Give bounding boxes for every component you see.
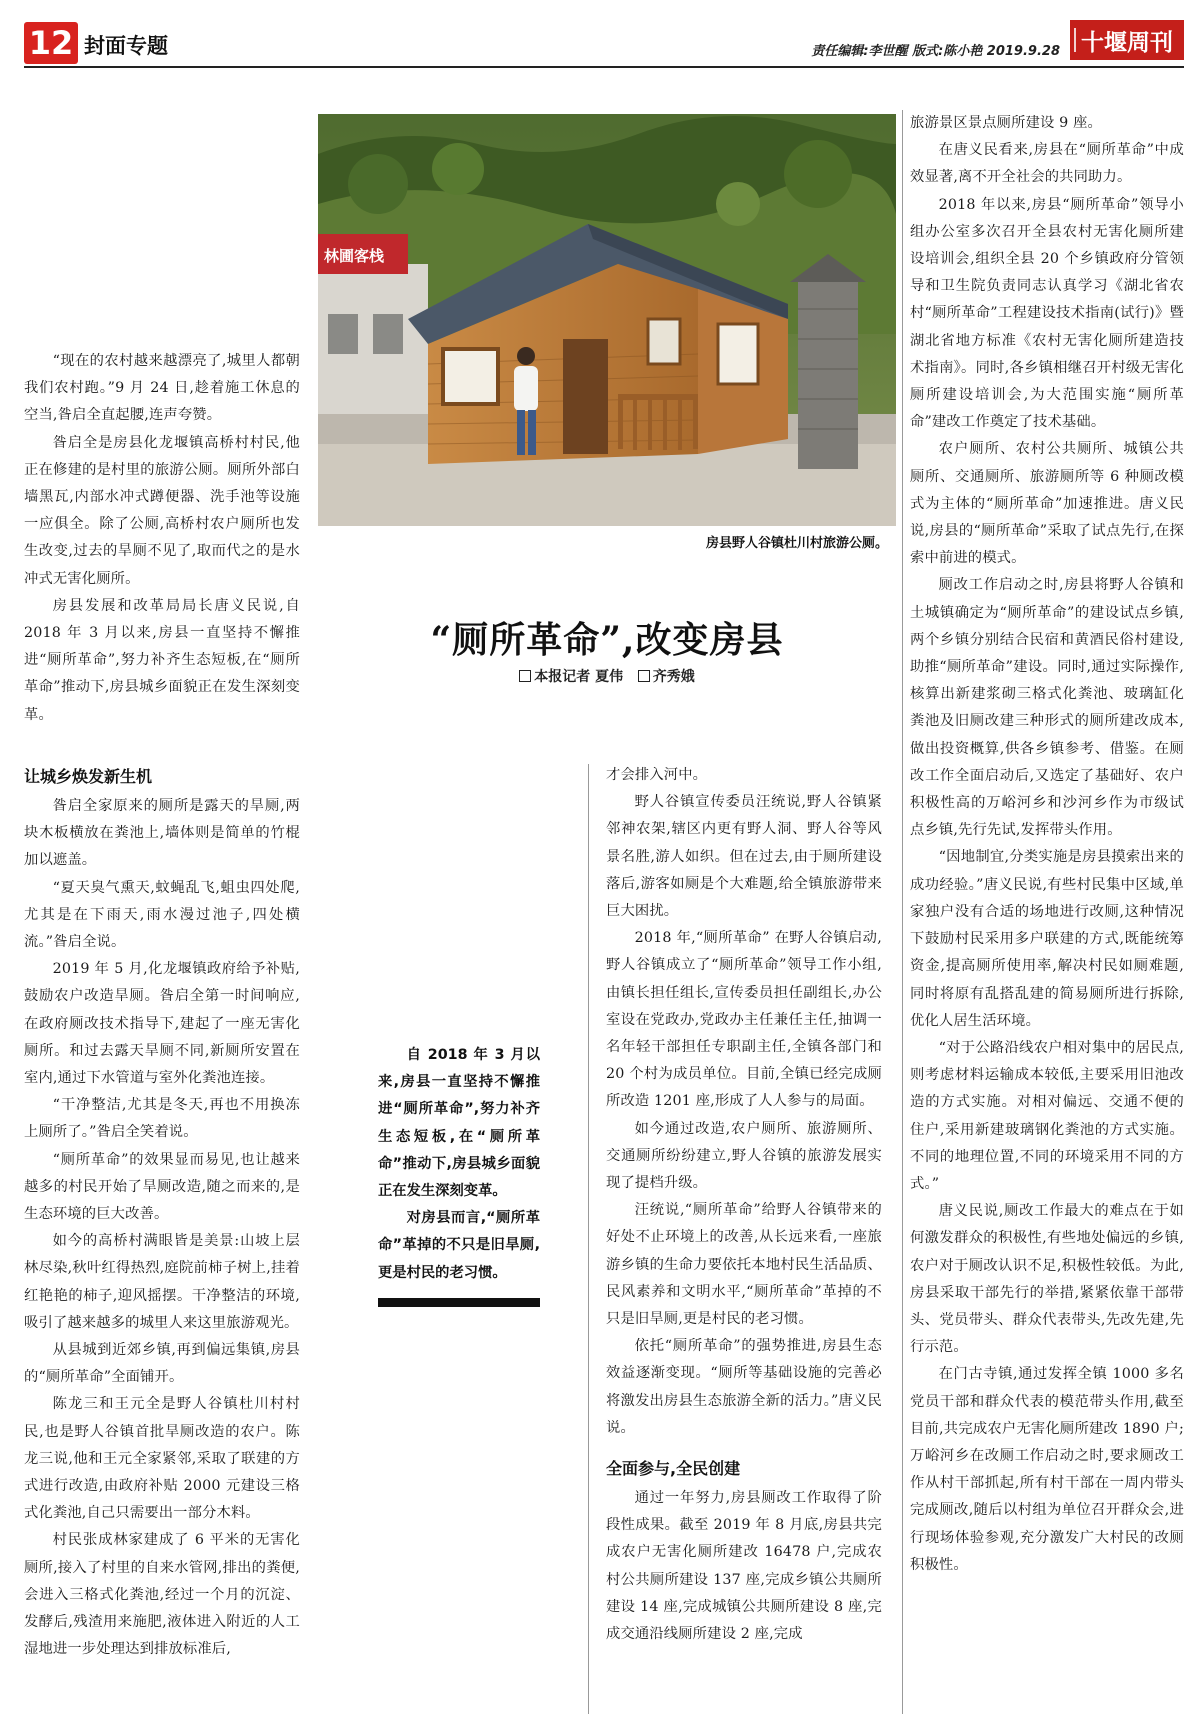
column-3 bbox=[910, 110, 1184, 1579]
editor-credits: 责任编辑:李世醒 版式:陈小艳 2019.9.28 bbox=[811, 44, 1060, 59]
byline-reporter-1: 本报记者 夏伟 bbox=[534, 669, 624, 685]
pull-quote bbox=[378, 1042, 540, 1287]
paragraph: 如今通过改造,农户厕所、旅游厕所、交通厕所纷纷建立,野人谷镇的旅游发展实现了提档升级。 bbox=[606, 1120, 882, 1192]
paragraph: “对于公路沿线农户相对集中的居民点,则考虑材料运输成本较低,主要采用旧池改造的方式实施。对相对偏远、交通不便的住户,采用新建玻璃钢化粪池的方式实施。不同的地理位置,不同的环境采用不同的方式。” bbox=[910, 1039, 1184, 1192]
paragraph: 2019 年 5 月,化龙堰镇政府给予补贴,鼓励农户改造旱厕。昝启全第一时间响应,在政府厕改技术指导下,建起了一座无害化厕所。和过去露天旱厕不同,新厕所安置在室内,通过下水管道与室外化粪池连接。 bbox=[24, 961, 300, 1087]
paragraph: 才会排入河中。 bbox=[606, 767, 708, 783]
paragraph: 昝启全家原来的厕所是露天的旱厕,两块木板横放在粪池上,墙体则是简单的竹棍加以遮盖。 bbox=[24, 798, 300, 869]
byline bbox=[318, 666, 896, 686]
photo-caption: 房县野人谷镇杜川村旅游公厕。 bbox=[705, 536, 888, 551]
paragraph: 房县发展和改革局局长唐义民说,自 2018 年 3 月以来,房县一直坚持不懈推进“厕所革命”,努力补齐生态短板,在“厕所革命”推动下,房县城乡面貌正在发生深刻变革。 bbox=[24, 597, 300, 723]
paragraph: 野人谷镇宣传委员汪统说,野人谷镇紧邻神农架,辖区内更有野人洞、野人谷等风景名胜,游人如织。但在过去,由于厕所建设落后,游客如厕是个大难题,给全镇旅游带来巨大困扰。 bbox=[606, 794, 882, 920]
paragraph: “干净整洁,尤其是冬天,再也不用换冻上厕所了。”昝启全笑着说。 bbox=[24, 1097, 300, 1141]
page-number: 12 bbox=[24, 22, 78, 64]
column-divider bbox=[902, 110, 903, 1714]
pull-quote-text: 对房县而言,“厕所革命”革掉的不只是旧旱厕,更是村民的老习惯。 bbox=[378, 1210, 540, 1281]
paragraph: 旅游景区景点厕所建设 9 座。 bbox=[910, 115, 1102, 131]
masthead-logo: 十堰周刊 bbox=[1070, 20, 1184, 60]
article-title: “厕所革命”,改变房县 bbox=[430, 619, 784, 661]
paragraph: 汪统说,“厕所革命”给野人谷镇带来的好处不止环境上的改善,从长远来看,一座旅游乡镇的生命力要依托本地村民生活品质、民风素养和文明水平,“厕所革命”革掉的不只是旧旱厕,更是村民的老习惯。 bbox=[606, 1202, 882, 1328]
section-heading: 全面参与,全民创建 bbox=[606, 1459, 741, 1479]
byline-reporter-2: 齐秀娥 bbox=[652, 669, 695, 685]
byline-marker-icon bbox=[519, 670, 531, 682]
article-photo bbox=[318, 114, 896, 526]
paragraph: 如今的高桥村满眼皆是美景:山坡上层林尽染,秋叶红得热烈,庭院前柿子树上,挂着红艳艳的柿子,迎风摇摆。干净整洁的环境,吸引了越来越多的城里人来这里旅游观光。 bbox=[24, 1233, 300, 1331]
paragraph: 2018 年,“厕所革命” 在野人谷镇启动,野人谷镇成立了“厕所革命”领导工作小组,由镇长担任组长,宣传委员担任副组长,办公室设在党政办,党政办主任兼任主任,抽调一名年轻干部担任专职副主任,全镇各部门和 20 个村为成员单位。目前,全镇已经完成厕所改造 1201 座,形成了人人参与的局面。 bbox=[606, 930, 882, 1110]
column-2 bbox=[606, 762, 882, 1648]
column-1-intro bbox=[24, 348, 300, 729]
paragraph: 唐义民说,厕改工作最大的难点在于如何激发群众的积极性,有些地处偏远的乡镇,农户对于厕改认识不足,积极性较低。为此,房县采取干部先行的举措,紧紧依靠干部带头、党员带头、群众代表带头,先改先建,先行示范。 bbox=[910, 1203, 1184, 1356]
inn-sign-text: 林圃客栈 bbox=[324, 247, 385, 265]
paragraph: 2018 年以来,房县“厕所革命”领导小组办公室多次召开全县农村无害化厕所建设培训会,组织全县 20 个乡镇政府分管领导和卫生院负责同志认真学习《湖北省农村“厕所革命”工程建设技术指南(试行)》暨湖北省地方标准《农村无害化厕所建造技术指南》。同时,各乡镇相继召开村级无害化厕所建设培训会,为大范围实施“厕所革命”建改工作奠定了技术基础。 bbox=[910, 196, 1184, 431]
person-figure bbox=[517, 347, 535, 365]
column-1-body bbox=[24, 750, 300, 1664]
paragraph: 陈龙三和王元全是野人谷镇杜川村村民,也是野人谷镇首批旱厕改造的农户。陈龙三说,他和王元全家紧邻,采取了联建的方式进行改造,由政府补贴 2000 元建设三格式化粪池,自己只需要出一部分木料。 bbox=[24, 1396, 300, 1522]
pull-quote-bar bbox=[378, 1298, 540, 1307]
paragraph: 厕改工作启动之时,房县将野人谷镇和土城镇确定为“厕所革命”的建设试点乡镇,两个乡镇分别结合民宿和黄酒民俗村建设,助推“厕所革命”建设。同时,通过实际操作,核算出新建浆砌三格式化粪池、玻璃缸化粪池及旧厕改建三种形式的厕所建改成本,做出投资概算,供各乡镇参考、借鉴。在厕改工作全面启动后,又选定了基础好、农户积极性高的万峪河乡和沙河乡作为市级试点乡镇,先行先试,发挥带头作用。 bbox=[910, 577, 1184, 839]
paragraph: 农户厕所、农村公共厕所、城镇公共厕所、交通厕所、旅游厕所等 6 种厕改模式为主体的“厕所革命”加速推进。唐义民说,房县的“厕所革命”采取了试点先行,在探索中前进的模式。 bbox=[910, 441, 1184, 567]
paragraph: “现在的农村越来越漂亮了,城里人都朝我们农村跑。”9 月 24 日,趁着施工休息的空当,昝启全直起腰,连声夸赞。 bbox=[24, 353, 300, 424]
header-rule bbox=[24, 66, 1184, 68]
pull-quote-text: 自 2018 年 3 月以来,房县一直坚持不懈推进“厕所革命”,努力补齐生态短板,在“厕所革命”推动下,房县城乡面貌正在发生深刻变革。 bbox=[378, 1047, 540, 1200]
paragraph: “厕所革命”的效果显而易见,也让越来越多的村民开始了旱厕改造,随之而来的,是生态环境的巨大改善。 bbox=[24, 1151, 300, 1223]
column-divider bbox=[588, 764, 589, 1714]
paragraph: 在唐义民看来,房县在“厕所革命”中成效显著,离不开全社会的共同助力。 bbox=[910, 142, 1184, 186]
byline-marker-icon bbox=[638, 670, 650, 682]
paragraph: 在门古寺镇,通过发挥全镇 1000 多名党员干部和群众代表的模范带头作用,截至目前,共完成农户无害化厕所建改 1890 户;万峪河乡在改厕工作启动之时,要求厕改工作从村干部抓起,所有村干部在一周内带头完成厕改,随后以村组为单位召开群众会,进行现场体验参观,充分激发广大村民的改厕积极性。 bbox=[910, 1366, 1184, 1573]
paragraph: 村民张成林家建成了 6 平米的无害化厕所,接入了村里的自来水管网,排出的粪便,会进入三格式化粪池,经过一个月的沉淀、发酵后,残渣用来施肥,液体进入附近的人工湿地进一步处理达到排放标准后, bbox=[24, 1532, 300, 1658]
section-title: 封面专题 bbox=[84, 34, 168, 58]
paragraph: 通过一年努力,房县厕改工作取得了阶段性成果。截至 2019 年 8 月底,房县共完成农户无害化厕所建改 16478 户,完成农村公共厕所建设 137 座,完成乡镇公共厕所建设 14 座,完成城镇公共厕所建设 8 座,完成交通沿线厕所建设 2 座,完成 bbox=[606, 1490, 882, 1643]
paragraph: 昝启全是房县化龙堰镇高桥村村民,他正在修建的是村里的旅游公厕。厕所外部白墙黑瓦,内部水冲式蹲便器、洗手池等设施一应俱全。除了公厕,高桥村农户厕所也发生改变,过去的旱厕不见了,取而代之的是水冲式无害化厕所。 bbox=[24, 434, 300, 587]
paragraph: “因地制宜,分类实施是房县摸索出来的成功经验。”唐义民说,有些村民集中区域,单家独户没有合适的场地进行改厕,这种情况下鼓励村民采用多户联建的方式,既能统筹资金,提高厕所使用率,解决村民如厕难题,同时将原有乱搭乱建的简易厕所进行拆除,优化人居生活环境。 bbox=[910, 849, 1184, 1029]
paragraph: 依托“厕所革命”的强势推进,房县生态效益逐渐变现。“厕所等基础设施的完善必将激发出房县生态旅游全新的活力。”唐义民说。 bbox=[606, 1338, 882, 1436]
paragraph: 从县城到近郊乡镇,再到偏远集镇,房县的“厕所革命”全面铺开。 bbox=[24, 1342, 300, 1386]
paragraph: “夏天臭气熏天,蚊蝇乱飞,蛆虫四处爬,尤其是在下雨天,雨水漫过池子,四处横流。”昝启全说。 bbox=[24, 879, 300, 951]
section-heading: 让城乡焕发新生机 bbox=[24, 767, 153, 786]
toilet-building-illustration bbox=[318, 114, 896, 526]
